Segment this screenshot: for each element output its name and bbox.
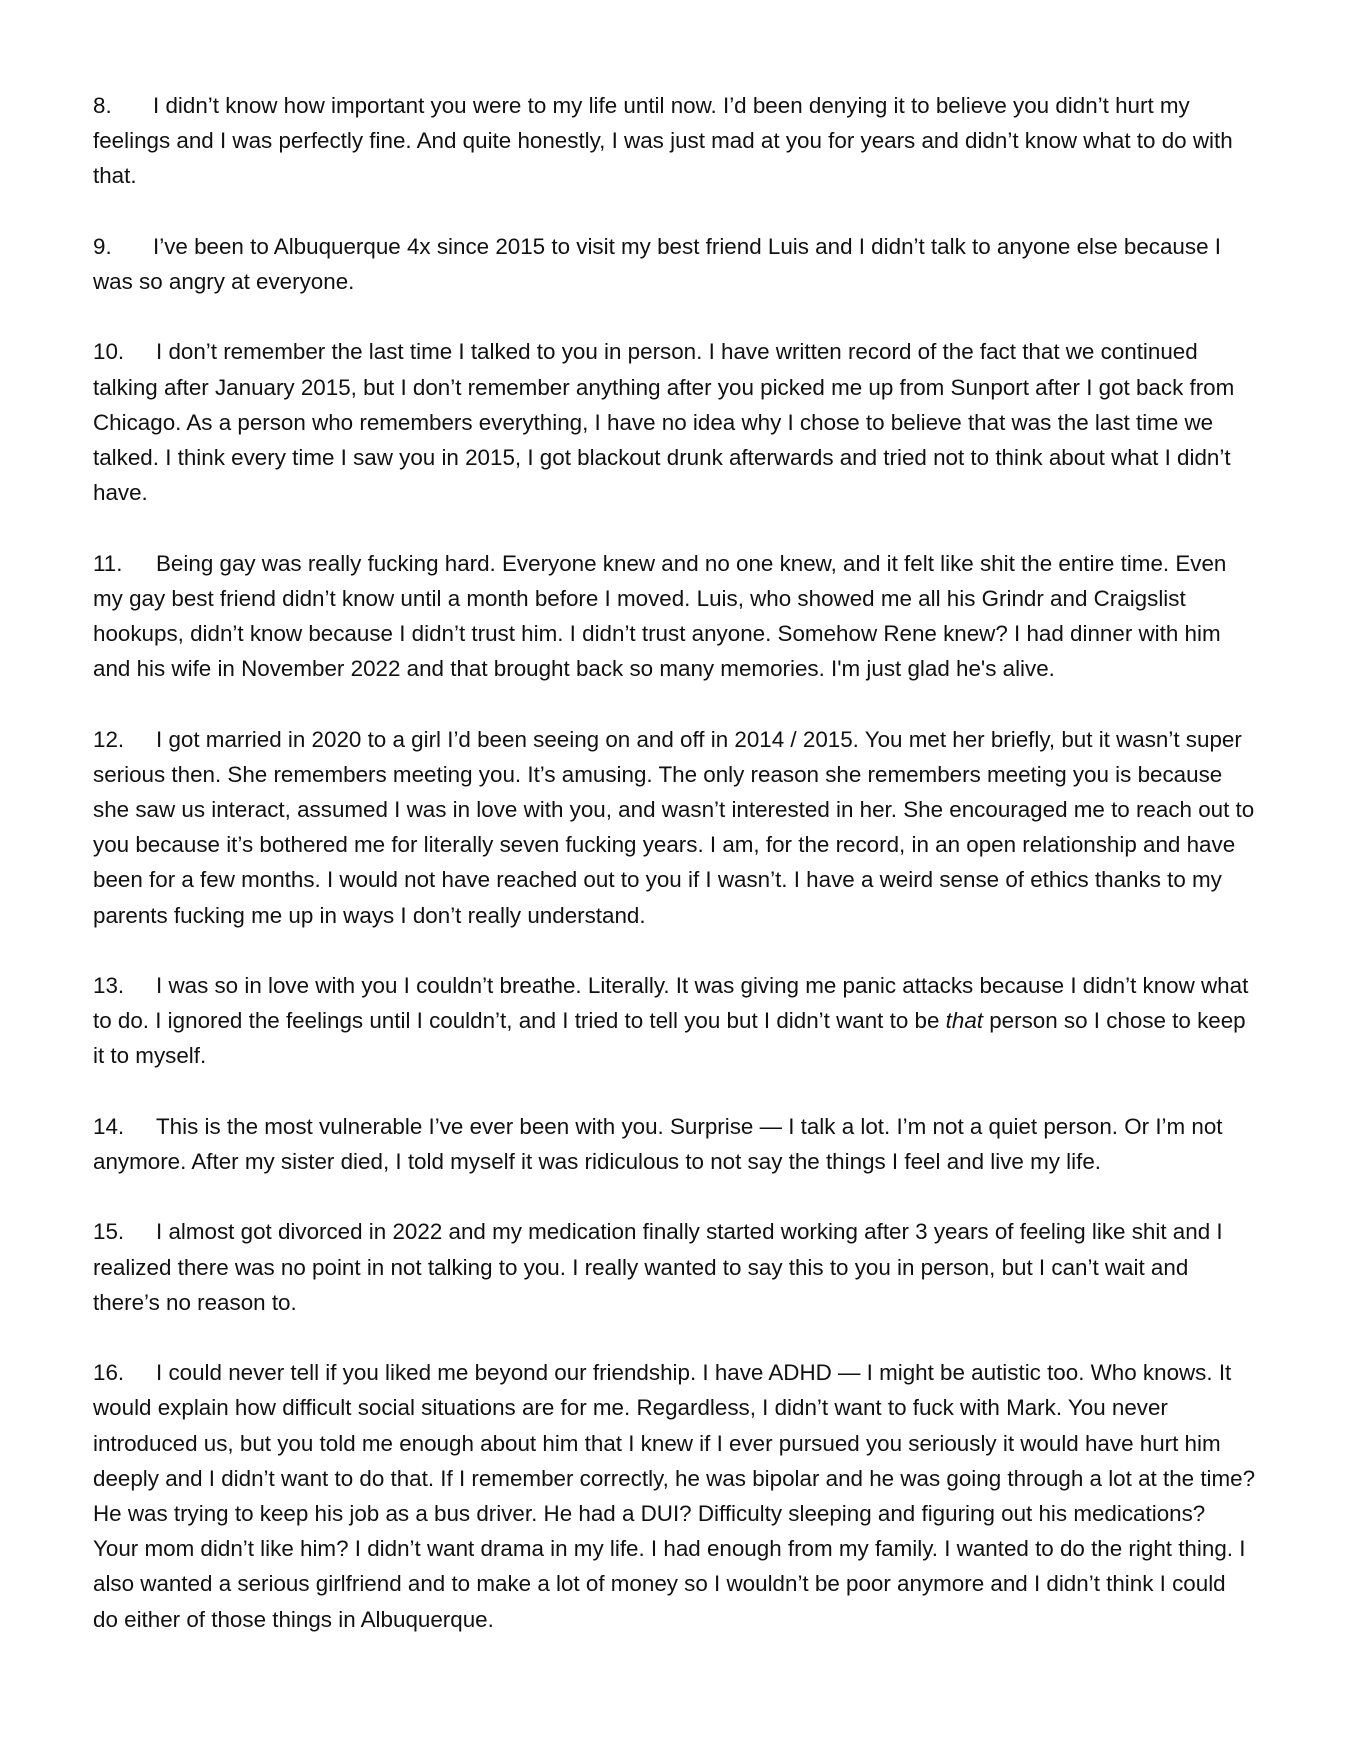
item-number: 15. bbox=[93, 1219, 125, 1245]
list-item-8 bbox=[93, 88, 1256, 194]
document-page bbox=[93, 88, 1256, 1672]
list-item-15 bbox=[93, 1214, 1256, 1320]
item-number: 9. bbox=[93, 233, 112, 259]
item-number: 11. bbox=[93, 550, 123, 576]
item-number: 8. bbox=[93, 93, 112, 118]
item-text: I didn’t know how important you were to my life until now. I’d been denying it to believe you didn’t hurt my feelings and I was perfectly fine. And quite honestly, I was just mad at you for years and didn’t know what to do with that. bbox=[93, 93, 1233, 189]
item-number: 16. bbox=[93, 1360, 125, 1386]
item-text: I don’t remember the last time I talked to you in person. I have written record of the fact that we continued talking after January 2015, but I don’t remember anything after you picked me up from Sunport after I got back from Chicago. As a person who remembers everything, I have no idea why I chose to believe that was the last time we talked. I think every time I saw you in 2015, I got blackout drunk afterwards and tried not to think about what I didn’t have. bbox=[93, 339, 1235, 506]
item-number: 14. bbox=[93, 1113, 125, 1139]
item-text: Being gay was really fucking hard. Everyone knew and no one knew, and it felt like shit the entire time. Even my gay best friend didn’t know until a month before I moved. Luis, who showed me all his Grindr and Craigslist hookups, didn’t know because I didn’t trust him. I didn’t trust anyone. Somehow Rene knew? I had dinner with him and his wife in November 2022 and that brought back so many memories. I'm just glad he's alive. bbox=[93, 550, 1227, 682]
item-number: 10. bbox=[93, 339, 125, 365]
list-item-9 bbox=[93, 229, 1256, 299]
list-item-16 bbox=[93, 1355, 1256, 1637]
list-item-13 bbox=[93, 968, 1256, 1074]
list-item-12 bbox=[93, 722, 1256, 933]
item-number: 13. bbox=[93, 973, 125, 998]
item-text-after: person so I chose to keep it to myself. bbox=[93, 1008, 1246, 1069]
item-number: 12. bbox=[93, 726, 125, 752]
item-text: This is the most vulnerable I’ve ever been with you. Surprise — I talk a lot. I’m not a quiet person. Or I’m not anymore. After my sister died, I told myself it was ridiculous to not say the things I feel and live my life. bbox=[93, 1113, 1223, 1174]
item-text: I almost got divorced in 2022 and my medication finally started working after 3 years of feeling like shit and I realized there was no point in not talking to you. I really wanted to say this to you in person, but I can’t wait and there’s no reason to. bbox=[93, 1219, 1223, 1315]
item-text: I got married in 2020 to a girl I’d been seeing on and off in 2014 / 2015. You met her briefly, but it wasn’t super serious then. She remembers meeting you. It’s amusing. The only reason she remembers meeting you is because she saw us interact, assumed I was in love with you, and wasn’t interested in her. She encouraged me to reach out to you because it’s bothered me for literally seven fucking years. I am, for the record, in an open relationship and have been for a few months. I would not have reached out to you if I wasn’t. I have a weird sense of ethics thanks to my parents fucking me up in ways I don’t really understand. bbox=[93, 726, 1255, 928]
item-text: I’ve been to Albuquerque 4x since 2015 to visit my best friend Luis and I didn’t talk to anyone else because I was so angry at everyone. bbox=[93, 233, 1221, 294]
item-text-italic: that bbox=[945, 1008, 983, 1034]
list-item-14 bbox=[93, 1109, 1256, 1179]
item-text-before: I was so in love with you I couldn’t breathe. Literally. It was giving me panic attacks because I didn’t know what to do. I ignored the feelings until I couldn’t, and I tried to tell you but I didn’t want to be bbox=[93, 973, 1249, 1034]
list-item-11 bbox=[93, 546, 1256, 687]
list-item-10 bbox=[93, 334, 1256, 510]
item-text: I could never tell if you liked me beyond our friendship. I have ADHD — I might be autistic too. Who knows. It would explain how difficult social situations are for me. Regardless, I didn’t want to fuck with Mark. You never introduced us, but you told me enough about him that I knew if I ever pursued you seriously it would have hurt him deeply and I didn’t want to do that. If I remember correctly, he was bipolar and he was going through a lot at the time? He was trying to keep his job as a bus driver. He had a DUI? Difficulty sleeping and figuring out his medications? Your mom didn’t like him? I didn’t want drama in my life. I had enough from my family. I wanted to do the right thing. I also wanted a serious girlfriend and to make a lot of money so I wouldn’t be poor anymore and I didn’t think I could do either of those things in Albuquerque. bbox=[93, 1360, 1256, 1632]
